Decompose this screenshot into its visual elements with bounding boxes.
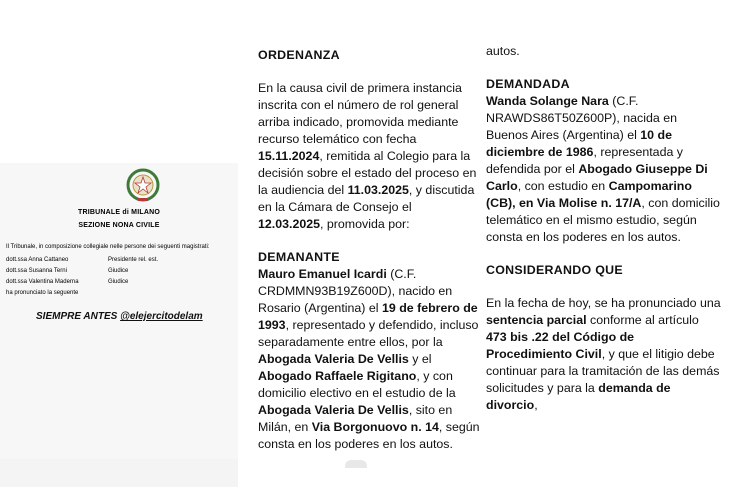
top-fragment: autos. (486, 44, 520, 58)
judge-role: Giudice (108, 268, 129, 274)
judge-role: Presidente rel. est. (108, 257, 159, 263)
demandada-heading: DEMANDADA (486, 77, 570, 91)
considerando-heading: CONSIDERANDO QUE (486, 263, 623, 277)
partial-overlay-shape (345, 460, 367, 468)
overlay-caption (36, 311, 203, 322)
scan-intro: Il Tribunale, in composizione collegiale nelle persone dei seguenti magistrati: (6, 244, 210, 250)
intro-paragraph: En la causa civil de primera instancia inscrita con el número de rol general arriba indicado, promovida mediante recurso telemático con fecha 15.11.2024, remitida al Colegio para la decisión sobre el estado del proceso en la audiencia del 11.03.2025, y discutida en la Cámara de Consejo el 12.03.2025, promovida por: (258, 81, 477, 231)
judge-name: dott.ssa Valentina Maderna (6, 279, 79, 285)
ordinance-column-middle (258, 0, 480, 453)
scan-closing: ha pronunciato la seguente (6, 290, 79, 296)
overlay-caption-text: SIEMPRE ANTES (36, 311, 121, 322)
judge-name: dott.ssa Susanna Terni (6, 268, 67, 274)
blank-area (0, 0, 238, 163)
ordinance-column-right (486, 0, 722, 414)
judge-role: Giudice (108, 279, 129, 285)
demandante-paragraph: Mauro Emanuel Icardi (C.F. CRDMMN93B19Z600D), nacido en Rosario (Argentina) el 19 de febrero de 1993, representado y defendido, incluso separadamente entre ellos, por la Abogada Valeria De Vellis y el Abogado Raffaele Rigitano, y con domicilio electivo en el estudio de la Abogada Valeria De Vellis, sito en Milán, en Via Borgonuovo n. 14, según consta en los poderes en los autos. (258, 267, 480, 451)
italian-republic-emblem-icon (124, 166, 162, 204)
court-name: TRIBUNALE di MILANO (78, 209, 160, 216)
demandante-heading: DEMANANTE (258, 250, 340, 264)
overlay-handle: @elejercitodelam (120, 311, 203, 322)
demandada-paragraph: Wanda Solange Nara (C.F. NRAWDS86T50Z600P), nacida en Buenos Aires (Argentina) el 10 de diciembre de 1986, representada y defendida por el Abogado Giuseppe Di Carlo, con estudio en Campomarino (CB), en Via Molise n. 17/A, con domicilio telemático en el mismo estudio, según consta en los poderes en los autos. (486, 94, 720, 244)
considerando-paragraph: En la fecha de hoy, se ha pronunciado una sentencia parcial conforme al artículo 473 bis .22 del Código de Procedimiento Civil, y que el litigio debe continuar para la tramitación de las demás solicitudes y para la demanda de divorcio, (486, 296, 721, 412)
court-section: SEZIONE NONA CIVILE (78, 222, 160, 229)
judge-name: dott.ssa Anna Cattaneo (6, 257, 69, 263)
ordenanza-heading: ORDENANZA (258, 48, 340, 62)
